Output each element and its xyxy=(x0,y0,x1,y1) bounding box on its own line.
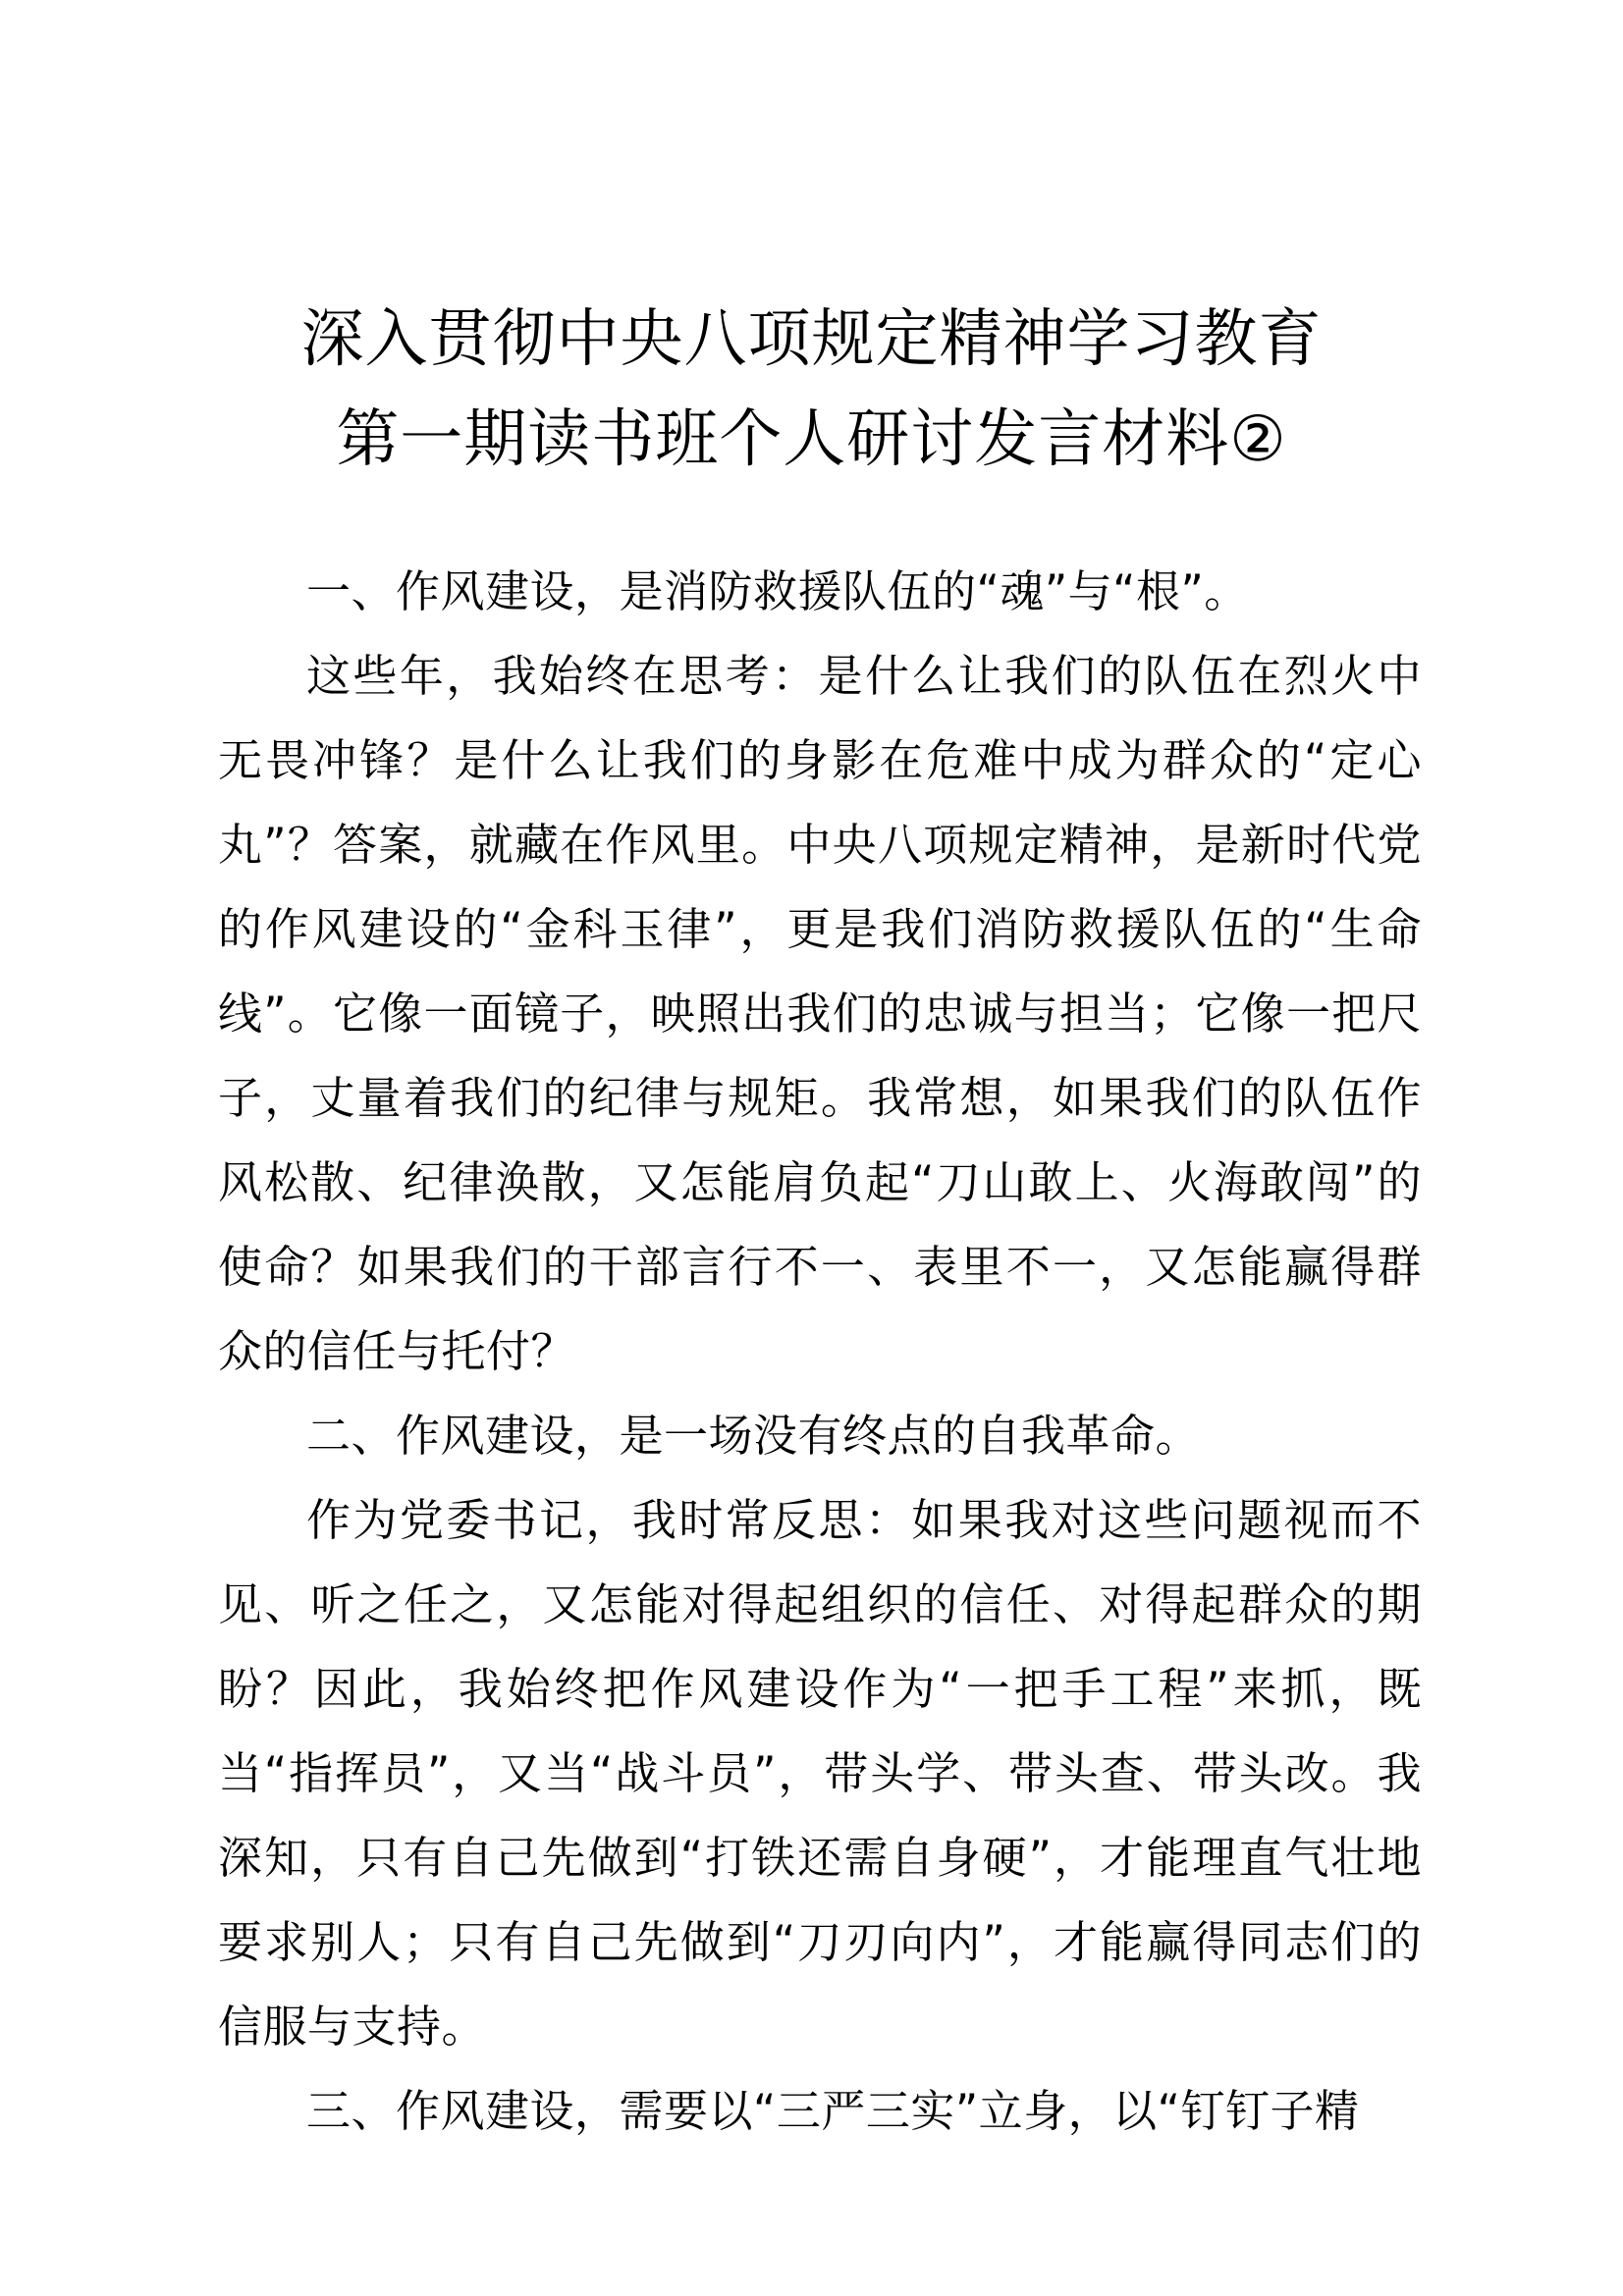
document-body xyxy=(218,550,1422,2154)
title-line-1: 深入贯彻中央八项规定精神学习教育 xyxy=(300,303,1323,376)
title-line-2: 第一期读书班个人研讨发言材料② xyxy=(336,403,1287,476)
section-heading-1: 一、作风建设，是消防救援队伍的“魂”与“根”。 xyxy=(306,565,1249,617)
body-paragraph-2: 作为党委书记，我时常反思：如果我对这些问题视而不见、听之任之，又怎能对得起组织的信任、对得起群众的期盼？因此，我始终把作风建设作为“一把手工程”来抓，既当“指挥员”，又当“战斗员”，带头学、带头查、带头改。我深知，只有自己先做到“打铁还需自身硬”，才能理直气壮地要求别人；只有自己先做到“刀刃向内”，才能赢得同志们的信服与支持。 xyxy=(218,1494,1422,2053)
section-heading-2: 二、作风建设，是一场没有终点的自我革命。 xyxy=(306,1410,1201,1462)
body-paragraph-1: 这些年，我始终在思考：是什么让我们的队伍在烈火中无畏冲锋？是什么让我们的身影在危难中成为群众的“定心丸”？答案，就藏在作风里。中央八项规定精神，是新时代党的作风建设的“金科玉律”，更是我们消防救援队伍的“生命线”。它像一面镜子，映照出我们的忠诚与担当；它像一把尺子，丈量着我们的纪律与规矩。我常想，如果我们的队伍作风松散、纪律涣散，又怎能肩负起“刀山敢上、火海敢闯”的使命？如果我们的干部言行不一、表里不一，又怎能赢得群众的信任与托付？ xyxy=(218,650,1422,1377)
document-title xyxy=(216,290,1407,490)
section-heading-3: 三、作风建设，需要以“三严三实”立身，以“钉钉子精 xyxy=(306,2085,1360,2137)
